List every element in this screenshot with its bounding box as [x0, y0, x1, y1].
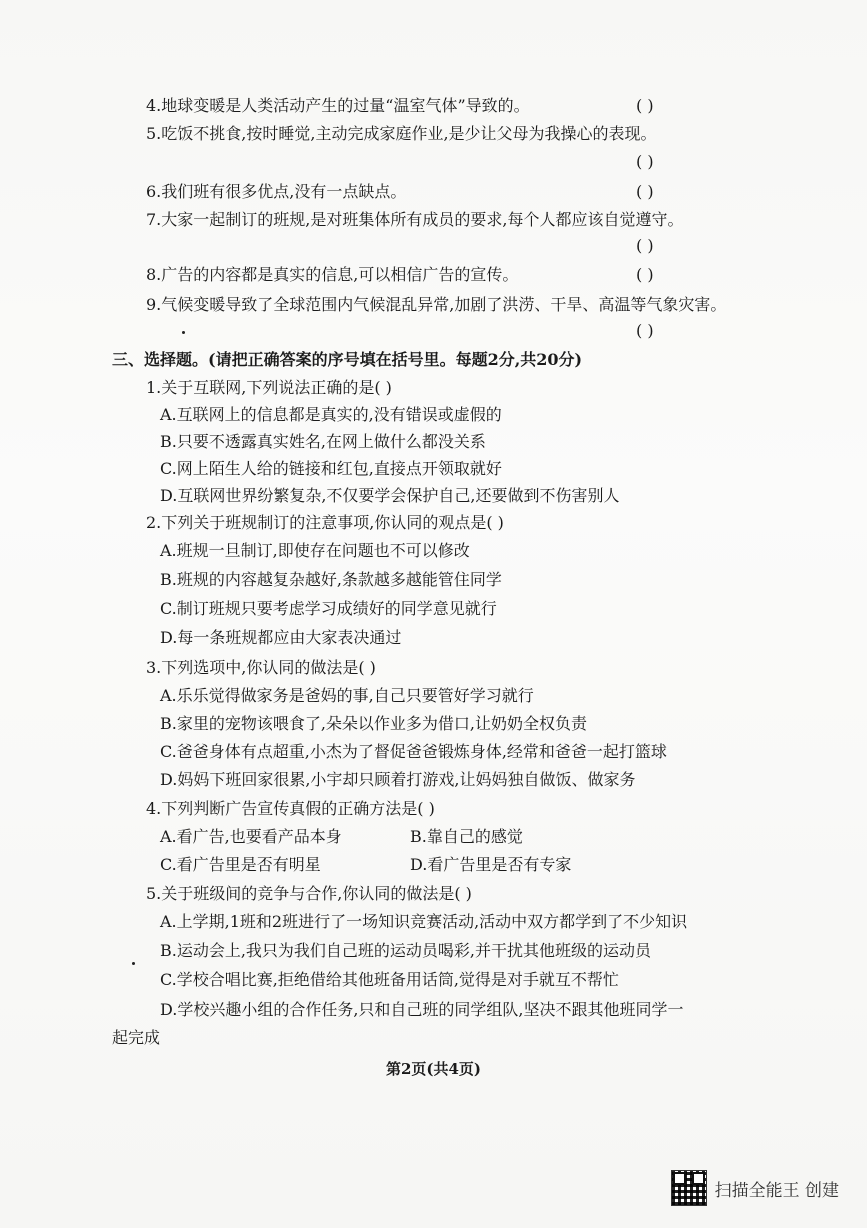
- question-3-stem: 3.下列选项中,你认同的做法是( ): [146, 658, 376, 677]
- answer-paren-6[interactable]: ( ): [636, 182, 654, 201]
- judgment-item-4: 4.地球变暖是人类活动产生的过量“温室气体”导致的。: [146, 96, 530, 115]
- question-2-option-b[interactable]: B.班规的内容越复杂越好,条款越多越能管住同学: [160, 570, 502, 589]
- judgment-item-6: 6.我们班有很多优点,没有一点缺点。: [146, 182, 407, 201]
- question-5-option-d[interactable]: D.学校兴趣小组的合作任务,只和自己班的同学组队,坚决不跟其他班同学一: [160, 1000, 684, 1019]
- judgment-item-8: 8.广告的内容都是真实的信息,可以相信广告的宣传。: [146, 265, 519, 284]
- scan-speck: [182, 331, 185, 334]
- question-4-option-d[interactable]: D.看广告里是否有专家: [410, 855, 572, 874]
- question-1-option-d[interactable]: D.互联网世界纷繁复杂,不仅要学会保护自己,还要做到不伤害别人: [160, 486, 620, 505]
- question-4-option-c[interactable]: C.看广告里是否有明星: [160, 855, 321, 874]
- answer-paren-7[interactable]: ( ): [636, 236, 654, 255]
- question-1-option-b[interactable]: B.只要不透露真实姓名,在网上做什么都没关系: [160, 432, 486, 451]
- question-1-option-c[interactable]: C.网上陌生人给的链接和红包,直接点开领取就好: [160, 459, 502, 478]
- question-1-option-a[interactable]: A.互联网上的信息都是真实的,没有错误或虚假的: [160, 405, 502, 424]
- question-3-option-c[interactable]: C.爸爸身体有点超重,小杰为了督促爸爸锻炼身体,经常和爸爸一起打篮球: [160, 742, 667, 761]
- question-5-option-d-continued: 起完成: [112, 1028, 161, 1047]
- question-2-option-d[interactable]: D.每一条班规都应由大家表决通过: [160, 628, 402, 647]
- watermark-text: 扫描全能王 创建: [714, 1180, 839, 1201]
- question-2-stem: 2.下列关于班规制订的注意事项,你认同的观点是( ): [146, 513, 504, 532]
- judgment-item-5: 5.吃饭不挑食,按时睡觉,主动完成家庭作业,是少让父母为我操心的表现。: [146, 124, 657, 143]
- question-5-stem: 5.关于班级间的竞争与合作,你认同的做法是( ): [146, 884, 472, 903]
- judgment-item-9: 9.气候变暖导致了全球范围内气候混乱异常,加剧了洪涝、干旱、高温等气象灾害。: [146, 295, 727, 314]
- question-5-option-c[interactable]: C.学校合唱比赛,拒绝借给其他班备用话筒,觉得是对手就互不帮忙: [160, 970, 619, 989]
- answer-paren-9[interactable]: ( ): [636, 321, 654, 340]
- question-4-option-a[interactable]: A.看广告,也要看产品本身: [160, 827, 342, 846]
- question-4-stem: 4.下列判断广告宣传真假的正确方法是( ): [146, 799, 435, 818]
- qr-code-icon: [671, 1170, 707, 1206]
- answer-paren-5[interactable]: ( ): [636, 152, 654, 171]
- section-3-title: 三、选择题。(请把正确答案的序号填在括号里。每题2分,共20分): [112, 350, 583, 369]
- question-3-option-b[interactable]: B.家里的宠物该喂食了,朵朵以作业多为借口,让奶奶全权负责: [160, 714, 588, 733]
- question-4-option-b[interactable]: B.靠自己的感觉: [410, 827, 523, 846]
- answer-paren-8[interactable]: ( ): [636, 265, 654, 284]
- question-2-option-c[interactable]: C.制订班规只要考虑学习成绩好的同学意见就行: [160, 599, 497, 618]
- answer-paren-4[interactable]: ( ): [636, 96, 654, 115]
- scanner-watermark: [671, 1170, 839, 1206]
- scan-speck: [132, 962, 135, 965]
- question-2-option-a[interactable]: A.班规一旦制订,即使存在问题也不可以修改: [160, 541, 470, 560]
- question-3-option-a[interactable]: A.乐乐觉得做家务是爸妈的事,自己只要管好学习就行: [160, 686, 534, 705]
- question-5-option-b[interactable]: B.运动会上,我只为我们自己班的运动员喝彩,并干扰其他班级的运动员: [160, 941, 652, 960]
- question-1-stem: 1.关于互联网,下列说法正确的是( ): [146, 378, 392, 397]
- question-5-option-a[interactable]: A.上学期,1班和2班进行了一场知识竞赛活动,活动中双方都学到了不少知识: [160, 912, 688, 931]
- question-3-option-d[interactable]: D.妈妈下班回家很累,小宇却只顾着打游戏,让妈妈独自做饭、做家务: [160, 770, 636, 789]
- judgment-item-7: 7.大家一起制订的班规,是对班集体所有成员的要求,每个人都应该自觉遵守。: [146, 210, 684, 229]
- page-footer: 第2页(共4页): [385, 1060, 482, 1078]
